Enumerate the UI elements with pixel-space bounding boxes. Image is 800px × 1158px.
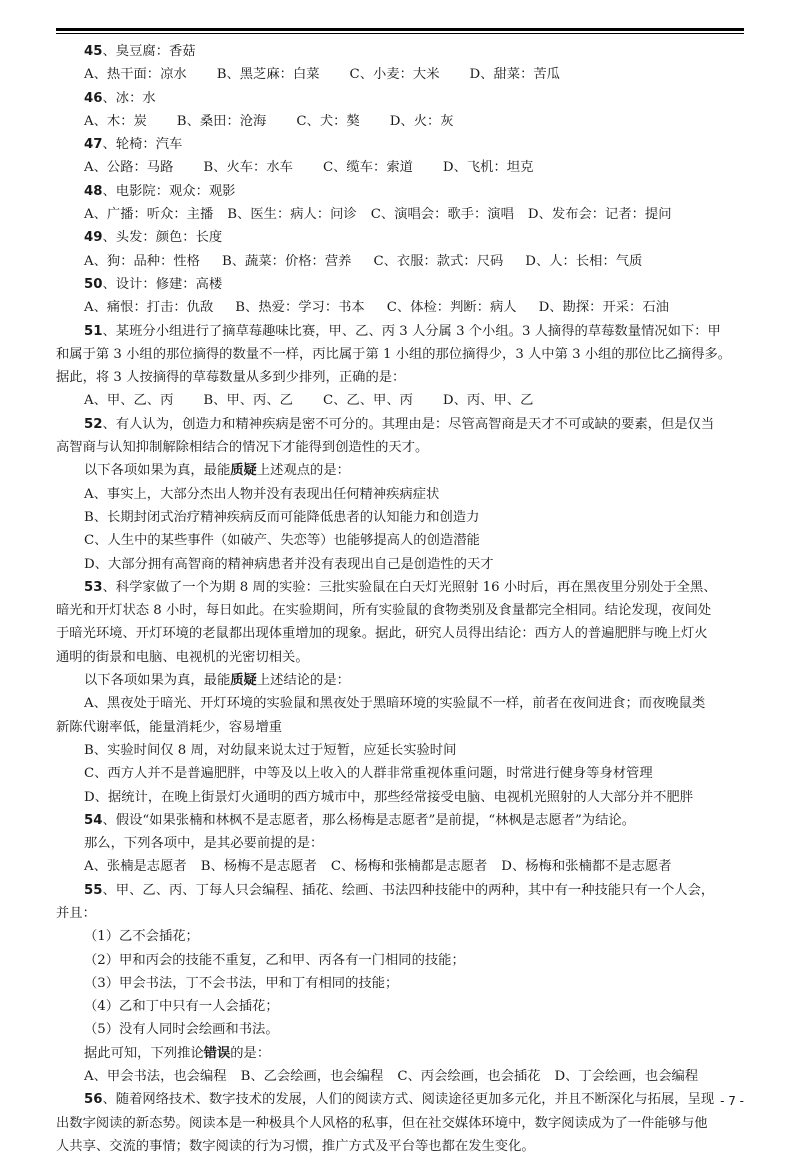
question-51: 51、某班分小组进行了摘草莓趣味比赛，甲、乙、丙 3 人分属 3 个小组。3 人摘得的草莓数量情况如下：甲 和属于第 3 小组的那位摘得的数量不一样，丙比属于第 1 小组的那位摘得少，3 人中第 3 小组的那位比乙摘得多。 据此，将 3 人按摘得的草莓数量从多到少排列，正确的是： [56, 323, 732, 386]
option-d[interactable]: D、人：长相：气质 [525, 253, 643, 269]
question-55-condition-3: （3）甲会书法，丁不会书法，甲和丁有相同的技能； [84, 975, 399, 991]
option-c[interactable]: C、演唱会：歌手：演唱 [370, 207, 514, 223]
option-d[interactable]: D、发布会：记者：提问 [527, 207, 672, 223]
question-55-prompt: 据此可知，下列推论错误的是： [84, 1045, 271, 1061]
option-b[interactable]: B、甲、丙、乙 [203, 393, 293, 409]
question-50-options [84, 296, 744, 319]
option-b[interactable]: B、火车：水车 [203, 160, 293, 176]
question-54-prompt: 那么，下列各项中，是其必要前提的是： [84, 836, 324, 852]
question-45: 45、臭豆腐：香菇 [84, 44, 196, 59]
question-54-options [84, 855, 744, 878]
option-b[interactable]: B、乙会绘画，也会编程 [240, 1069, 384, 1085]
option-a[interactable]: A、木：炭 [84, 113, 147, 129]
question-56: 56、随着网络技术、数字技术的发展，人们的阅读方式、阅读途径更加多元化，并且不断深化与拓展，呈现 出数字阅读的新态势。阅读本是一种极具个人风格的私事，但在社交媒体环境中，数字阅读成为了一件能够与他 人共享、交流的事情；数字阅读的行为习惯，推广方式及平台等也都在发生变化。 [56, 1092, 715, 1154]
question-53: 53、科学家做了一个为期 8 周的实验：三批实验鼠在白天灯光照射 16 小时后，再在黑夜里分别处于全黑、 暗光和开灯状态 8 小时，每日如此。在实验期间，所有实验鼠的食物类别及食量都完全相同。结论发现，夜间处 于暗光环境、开灯环境的老鼠都出现体重增加的现象。据此，研究人员得出结论：西方人的普遍肥胖与晚上灯火 通明的街景和电脑、电视机的光密切相关。 [56, 579, 717, 665]
question-52-option-b[interactable]: B、长期封闭式治疗精神疾病反而可能降低患者的认知能力和创造力 [84, 509, 480, 525]
option-a[interactable]: A、痛恨：打击：仇敌 [84, 300, 214, 316]
option-c[interactable]: C、衣服：款式：尺码 [373, 253, 504, 269]
question-51-options [84, 389, 744, 412]
question-47: 47、轮椅：汽车 [84, 137, 183, 153]
question-45-options [0, 63, 744, 86]
option-d[interactable]: D、飞机：坦克 [442, 160, 534, 176]
header-rule-thin [56, 33, 744, 34]
option-d[interactable]: D、火：灰 [389, 113, 454, 129]
option-c[interactable]: C、杨梅和张楠都是志愿者 [330, 859, 488, 875]
option-c[interactable]: C、丙会绘画，也会插花 [397, 1069, 541, 1085]
question-47-options [84, 156, 744, 179]
option-b[interactable]: B、蔬菜：价格：营养 [221, 253, 352, 269]
question-46-options [84, 110, 744, 133]
question-48: 48、电影院：观众：观影 [84, 183, 236, 199]
question-52-option-a[interactable]: A、事实上，大部分杰出人物并没有表现出任何精神疾病症状 [84, 486, 440, 502]
option-b[interactable]: B、杨梅不是志愿者 [200, 859, 317, 875]
option-a[interactable]: A、甲、乙、丙 [84, 393, 174, 409]
question-53-option-b[interactable]: B、实验时间仅 8 周，对幼鼠来说太过于短暂，应延长实验时间 [84, 742, 457, 758]
option-d[interactable]: D、杨梅和张楠都不是志愿者 [501, 859, 672, 875]
question-55: 55、甲、乙、丙、丁每人只会编程、插花、绘画、书法四种技能中的两种，其中有一种技能只有一个人会， 并且： [56, 882, 715, 921]
question-53-option-a[interactable]: A、黑夜处于暗光、开灯环境的实验鼠和黑夜处于黑暗环境的实验鼠不一样，前者在夜间进食；而夜晚鼠类 新陈代谢率低，能量消耗少，容易增重 [56, 696, 706, 735]
option-c[interactable]: C、体检：判断：病人 [386, 300, 517, 316]
page-number: - 7 - [720, 1094, 744, 1108]
option-d[interactable]: D、丁会绘画，也会编程 [554, 1069, 699, 1085]
header-rule-thick [56, 28, 744, 31]
option-d[interactable]: D、丙、甲、乙 [442, 393, 534, 409]
question-49-options [84, 250, 744, 273]
option-b[interactable]: B、热爱：学习：书本 [235, 300, 365, 316]
option-c[interactable]: C、犬：獒 [296, 113, 360, 129]
option-d[interactable]: D、勘探：开采：石油 [538, 300, 669, 316]
question-52: 52、有人认为，创造力和精神疾病是密不可分的。其理由是：尽管高智商是天才不可或缺的要素，但是仅当 高智商与认知抑制解除相结合的情况下才能得到创造性的天才。 [56, 416, 715, 456]
option-a[interactable]: A、公路：马路 [84, 160, 174, 176]
option-a[interactable]: A、张楠是志愿者 [84, 859, 187, 875]
question-55-condition-2: （2）甲和丙会的技能不重复，乙和甲、丙各有一门相同的技能； [84, 952, 465, 968]
question-53-prompt: 以下各项如果为真，最能质疑上述结论的是： [84, 673, 350, 689]
question-52-option-d[interactable]: D、大部分拥有高智商的精神病患者并没有表现出自己是创造性的天才 [84, 556, 494, 572]
question-55-condition-4: （4）乙和丁中只有一人会插花； [84, 999, 279, 1015]
option-c[interactable]: C、乙、甲、丙 [322, 393, 413, 409]
option-b[interactable]: B、黑芝麻：白菜 [216, 67, 320, 83]
question-48-options [84, 203, 744, 226]
option-d[interactable]: D、甜菜：苦瓜 [469, 67, 560, 83]
question-53-option-c[interactable]: C、西方人并不是普遍肥胖，中等及以上收入的人群非常重视体重问题，时常进行健身等身材管理 [84, 766, 653, 782]
question-54: 54、假设“如果张楠和林枫不是志愿者，那么杨梅是志愿者”是前提，“林枫是志愿者”为结论。 [84, 812, 635, 828]
question-55-condition-5: （5）没有人同时会绘画和书法。 [84, 1022, 279, 1038]
option-c[interactable]: C、缆车：索道 [322, 160, 413, 176]
question-53-option-d[interactable]: D、据统计，在晚上街景灯火通明的西方城市中，那些经常接受电脑、电视机光照射的人大部分并不肥胖 [84, 789, 694, 805]
option-c[interactable]: C、小麦：大米 [349, 67, 440, 83]
option-b[interactable]: B、桑田：沧海 [176, 113, 267, 129]
question-52-prompt: 以下各项如果为真，最能质疑上述观点的是： [84, 463, 350, 479]
question-52-option-c[interactable]: C、人生中的某些事件（如破产、失恋等）也能够提高人的创造潜能 [84, 533, 480, 549]
document-body [56, 40, 744, 1158]
option-a[interactable]: A、广播：听众：主播 [84, 207, 214, 223]
question-55-options [84, 1065, 744, 1088]
option-a[interactable]: A、狗：品种：性格 [84, 253, 200, 269]
question-55-condition-1: （1）乙不会插花； [84, 929, 199, 945]
option-a[interactable]: A、热干面：凉水 [84, 67, 187, 83]
question-46: 46、冰：水 [84, 90, 156, 106]
option-b[interactable]: B、医生：病人：问诊 [227, 207, 357, 223]
question-49: 49、头发：颜色：长度 [84, 230, 223, 246]
option-a[interactable]: A、甲会书法，也会编程 [84, 1069, 227, 1085]
question-50: 50、设计：修建：高楼 [84, 276, 223, 292]
